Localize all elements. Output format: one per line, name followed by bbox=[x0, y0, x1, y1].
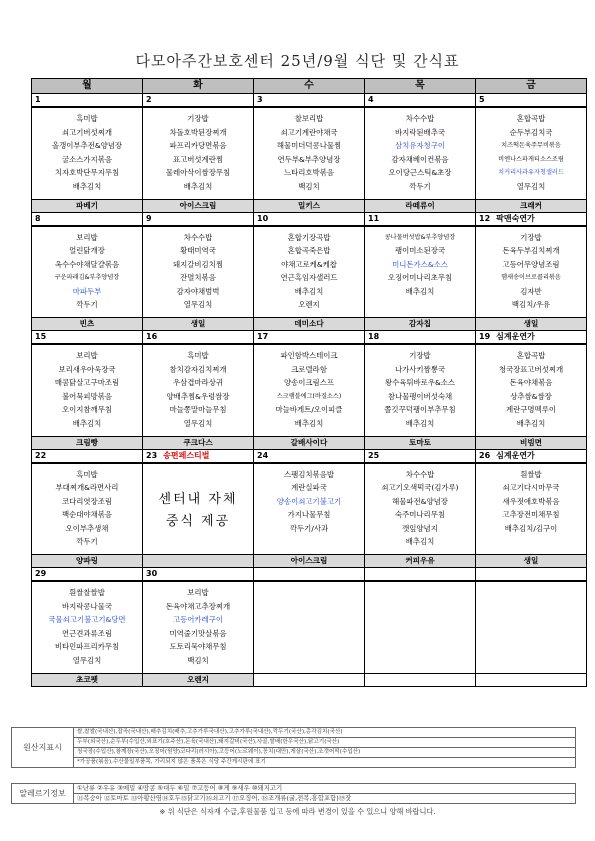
snack-row bbox=[32, 555, 587, 568]
menu-item: 옥수수야채달걀볶음 bbox=[54, 259, 120, 269]
menu-item: 순두부김치국 bbox=[509, 127, 553, 137]
snack-cell: 생일 bbox=[476, 555, 587, 568]
menu-item: 기장밥 bbox=[520, 232, 542, 242]
day-number-cell bbox=[32, 568, 143, 582]
date-row bbox=[32, 212, 587, 226]
menu-item: 오이당근스틱&초장 bbox=[388, 168, 452, 178]
day-number-cell bbox=[32, 449, 143, 463]
menu-item: 오이지참깨무침 bbox=[62, 405, 112, 415]
date-row bbox=[32, 568, 587, 582]
day-event-label: 심계운연가 bbox=[496, 332, 535, 341]
menu-item: 차수수밥 bbox=[183, 232, 213, 242]
snack-cell bbox=[365, 673, 476, 686]
menu-item: 배추김치 bbox=[405, 418, 435, 428]
menu-item: 혼합곡죽은밥 bbox=[287, 246, 331, 256]
menu-item: 돼지갈비김치찜 bbox=[173, 259, 223, 269]
menu-item: 오렌지 bbox=[298, 300, 320, 310]
menu-item: 보리밥 bbox=[76, 351, 98, 360]
menu-item: 비타민파프리카무침 bbox=[54, 642, 120, 652]
day-number-cell bbox=[476, 94, 587, 108]
day-number: 17 bbox=[257, 332, 269, 341]
menu-item: 상추쌈&쌈장 bbox=[510, 391, 552, 401]
menu-items-cell bbox=[254, 463, 365, 555]
menu-item: 열무김치 bbox=[72, 655, 102, 665]
origin-line: 청국장(수입산),참깨장(국산),오징어(원양)코다리(러시아),고등어(노르웨이),꽁치(대만),게살(국산),조갯어떡(수입산) bbox=[74, 748, 576, 758]
menu-item: 백김치/우유 bbox=[511, 300, 551, 310]
menu-row bbox=[32, 344, 587, 436]
menu-items-cell bbox=[254, 344, 365, 436]
snack-cell: 갈배사이다 bbox=[254, 436, 365, 449]
day-event-label: 심계운연가 bbox=[496, 450, 535, 460]
snack-cell: 파베기 bbox=[32, 199, 143, 212]
menu-item: 혼합곡밥 bbox=[516, 114, 546, 123]
snack-cell: 쿠크다스 bbox=[143, 436, 254, 449]
menu-item: 마늘쫑말마늘무침 bbox=[169, 405, 227, 415]
menu-item: 열무김치 bbox=[516, 181, 546, 191]
date-row bbox=[32, 94, 587, 108]
day-number-cell bbox=[143, 568, 254, 582]
menu-item: 흰쌀밥 bbox=[520, 469, 542, 479]
menu-item: 흑미밥 bbox=[187, 351, 209, 360]
day-number-cell bbox=[476, 331, 587, 345]
snack-cell: 크림빵 bbox=[32, 436, 143, 449]
day-number-cell bbox=[254, 568, 365, 582]
day-number: 5 bbox=[479, 95, 485, 104]
day-number-cell bbox=[365, 94, 476, 108]
snack-cell: 라떼류이 bbox=[365, 199, 476, 212]
menu-items-cell bbox=[476, 581, 587, 673]
menu-item: 보리밥 bbox=[187, 588, 209, 597]
menu-item: 차수수밥 bbox=[405, 114, 435, 123]
day-number-cell bbox=[476, 449, 587, 463]
menu-item: 야채고로케&케찹 bbox=[281, 259, 337, 269]
day-number-cell bbox=[254, 94, 365, 108]
menu-item: 코다리엿장조림 bbox=[62, 496, 112, 506]
menu-row bbox=[32, 226, 587, 318]
menu-item: 바지락콩나물국 bbox=[62, 601, 112, 611]
menu-item: 치커리사과유자청샐러드 bbox=[498, 169, 564, 177]
snack-cell: 밀키스 bbox=[254, 199, 365, 212]
day-number-cell bbox=[143, 449, 254, 463]
menu-items-cell bbox=[32, 344, 143, 436]
day-number-cell bbox=[32, 212, 143, 226]
menu-items-cell bbox=[365, 226, 476, 318]
menu-item: 배추김치 bbox=[72, 181, 102, 191]
footer-note: ※ 위 식단은 식자재 수급,후원물품 입고 등에 따라 변경이 있을 수 있으니 양해 바랍니다. bbox=[159, 807, 436, 816]
menu-item: 연두부&부추양념장 bbox=[277, 154, 341, 164]
menu-item: 파프리카당면볶음 bbox=[169, 141, 227, 151]
weekday-header: 월 bbox=[32, 79, 143, 94]
weekday-header: 화 bbox=[143, 79, 254, 94]
menu-item: 마파두부 bbox=[72, 286, 102, 296]
weekday-header: 목 bbox=[365, 79, 476, 94]
menu-item: 백김치 bbox=[298, 181, 320, 191]
snack-row bbox=[32, 673, 587, 686]
menu-item: 왕수육튀바로우&소스 bbox=[384, 378, 456, 388]
menu-item: 얼린닭개장 bbox=[69, 246, 105, 256]
menu-item: 크로델라함 bbox=[291, 364, 327, 374]
day-number: 16 bbox=[146, 332, 158, 341]
menu-item: 느타리호박볶음 bbox=[284, 168, 334, 178]
day-number: 11 bbox=[368, 213, 380, 223]
menu-item: 오징어미나리초무침 bbox=[387, 273, 453, 283]
snack-cell: 생일 bbox=[476, 318, 587, 331]
menu-item: 배추김치 bbox=[72, 418, 102, 428]
menu-item: 올갱이부추전&양념장 bbox=[51, 141, 123, 151]
menu-item: 햄새송이브로콜리볶음 bbox=[501, 274, 561, 282]
menu-item: 고등어무양념조림 bbox=[502, 259, 560, 269]
snack-cell: 비빔면 bbox=[476, 436, 587, 449]
menu-item: 청국장표고버섯찌개 bbox=[498, 364, 564, 374]
menu-item: 국물쇠고기불고기&당면 bbox=[48, 615, 126, 625]
menu-item: 백김치 bbox=[187, 655, 209, 665]
day-number: 10 bbox=[257, 213, 269, 223]
day-number-cell bbox=[143, 331, 254, 345]
menu-item: 삼치유자청구이 bbox=[395, 141, 445, 151]
day-number-cell bbox=[254, 212, 365, 226]
menu-item: 해물파전&양념장 bbox=[392, 496, 448, 506]
menu-items-cell bbox=[476, 344, 587, 436]
day-number-cell bbox=[32, 94, 143, 108]
snack-cell bbox=[143, 555, 254, 568]
origin-label: 원산지표시 bbox=[12, 728, 74, 768]
menu-item: 고추장전미채무침 bbox=[502, 510, 560, 520]
snack-cell: 토마토 bbox=[365, 436, 476, 449]
menu-item: 고등어카레구이 bbox=[173, 615, 223, 625]
menu-items-cell bbox=[365, 344, 476, 436]
menu-item: 미니돈가스&소스 bbox=[392, 259, 448, 269]
menu-item: 깍두기 bbox=[409, 181, 431, 191]
menu-item: 찰보리밥 bbox=[294, 114, 324, 123]
menu-items-cell bbox=[476, 226, 587, 318]
menu-items-cell bbox=[32, 226, 143, 318]
menu-item: 깍두기/사과 bbox=[289, 523, 329, 533]
menu-item: 감자야채범벅 bbox=[176, 286, 220, 296]
snack-row bbox=[32, 199, 587, 212]
day-number-cell bbox=[476, 212, 587, 226]
day-number: 19 bbox=[479, 332, 491, 341]
menu-item: 흑미밥 bbox=[76, 469, 98, 479]
day-number: 29 bbox=[35, 569, 47, 578]
menu-item: 돈육두부김치찌개 bbox=[502, 246, 560, 256]
snack-cell: 생일 bbox=[143, 318, 254, 331]
day-number: 23 bbox=[146, 450, 158, 460]
menu-item: 쫄깃꾸덕팽이부추무침 bbox=[384, 405, 456, 415]
day-number-cell bbox=[32, 331, 143, 345]
weekday-header-row bbox=[32, 79, 587, 94]
menu-item: 치자호박단무지무침 bbox=[54, 168, 120, 178]
menu-item: 배추김치 bbox=[183, 181, 213, 191]
menu-item: 불어묵피망볶음 bbox=[62, 391, 112, 401]
menu-item: 연근견과류조림 bbox=[62, 628, 112, 638]
menu-item: 파인함박스테이크 bbox=[280, 351, 338, 360]
menu-item: 스크램블에그(바질소스) bbox=[276, 392, 342, 400]
menu-item: 혼합곡밥 bbox=[516, 351, 546, 360]
menu-item: 배추김치 bbox=[516, 418, 546, 428]
notice-cell bbox=[143, 463, 254, 555]
menu-item: 콩나물버섯밥&부추양념장 bbox=[384, 233, 456, 241]
snack-row bbox=[32, 318, 587, 331]
day-number-cell bbox=[143, 94, 254, 108]
menu-item: 차돌호박된장찌개 bbox=[169, 127, 227, 137]
snack-cell: 커피우유 bbox=[365, 555, 476, 568]
snack-cell: 감자칩 bbox=[365, 318, 476, 331]
menu-item: 가지나물무침 bbox=[287, 510, 331, 520]
menu-item: 흑미밥 bbox=[76, 114, 98, 123]
snack-cell: 아이스크림 bbox=[254, 555, 365, 568]
menu-item: 매콤닭살고구마조림 bbox=[54, 378, 120, 388]
menu-item: 백순대야채볶음 bbox=[62, 510, 112, 520]
menu-items-cell bbox=[365, 107, 476, 199]
menu-item: 깻잎양념지 bbox=[402, 523, 438, 533]
menu-item: 잔멸치볶음 bbox=[180, 273, 216, 283]
day-number: 25 bbox=[368, 450, 380, 460]
menu-item: 양송이쇠고기불고기 bbox=[276, 496, 342, 506]
day-number: 3 bbox=[257, 95, 263, 104]
menu-item: 깍두기 bbox=[76, 537, 98, 547]
day-number-cell bbox=[365, 449, 476, 463]
menu-item: 감자채베이컨볶음 bbox=[391, 154, 449, 164]
page-title: 다모아주간보호센터 25년/9월 식단 및 간식표 bbox=[135, 52, 460, 70]
allergy-line: ⑪복숭아 ⑫토마토 ⑬아황산염⑭호두⑮닭고기⑯쇠고기 ⑰오징어, ⑱조개류(굴,전복,홍합포함)⑲잣 bbox=[74, 794, 576, 804]
allergy-label: 알레르기정보 bbox=[12, 784, 74, 804]
menu-item: 양송이크림스프 bbox=[284, 378, 334, 388]
menu-item: 배추김치 bbox=[405, 537, 435, 547]
menu-items-cell bbox=[143, 344, 254, 436]
menu-items-cell bbox=[32, 107, 143, 199]
menu-item: 차수수밥 bbox=[405, 469, 435, 479]
allergy-line: ①난류 ②우유 ③메밀 ④땅콩 ⑤대두 ⑥밀 ⑦고등어 ⑧게 ⑨새우 ⑩돼지고기 bbox=[74, 784, 576, 794]
day-number: 24 bbox=[257, 450, 269, 460]
day-number-cell bbox=[254, 449, 365, 463]
menu-item: 열무김치 bbox=[183, 418, 213, 428]
menu-item: 나가사키짬뽕국 bbox=[395, 364, 445, 374]
menu-item: 황태미역국 bbox=[180, 246, 216, 256]
day-number: 15 bbox=[35, 332, 47, 341]
menu-row bbox=[32, 463, 587, 555]
menu-row bbox=[32, 581, 587, 673]
menu-item: 우삼겹마라상귀 bbox=[173, 378, 223, 388]
day-number-cell bbox=[476, 568, 587, 582]
day-number: 2 bbox=[146, 95, 152, 104]
menu-item: 새우젓애호박볶음 bbox=[502, 496, 560, 506]
menu-items-cell bbox=[254, 107, 365, 199]
menu-item: 쇠고기다시마무국 bbox=[502, 483, 560, 493]
menu-item: 물레아삭이쌈장무침 bbox=[165, 168, 231, 178]
menu-items-cell bbox=[143, 107, 254, 199]
menu-item: 도토리묵야채무침 bbox=[169, 642, 227, 652]
snack-cell: 빈츠 bbox=[32, 318, 143, 331]
menu-item: 비엔나스파게티소스조림 bbox=[498, 155, 564, 163]
menu-item: 오이부추생채 bbox=[65, 523, 109, 533]
day-number: 12 bbox=[479, 213, 491, 223]
menu-item: 기장밥 bbox=[409, 351, 431, 360]
day-number: 18 bbox=[368, 332, 380, 341]
day-number-cell bbox=[365, 568, 476, 582]
menu-item: 미역줄기맛살볶음 bbox=[169, 628, 227, 638]
notice-text: 센터내 자체 bbox=[158, 491, 238, 507]
day-event-label: 송편페스티벌 bbox=[163, 450, 210, 460]
menu-item: 열무김치 bbox=[183, 300, 213, 310]
menu-item: 계란실파국 bbox=[291, 483, 327, 493]
menu-item: 연근흑임자샐러드 bbox=[280, 273, 338, 283]
snack-cell: 초코펫 bbox=[32, 673, 143, 686]
menu-item: 굴소스가지볶음 bbox=[62, 154, 112, 164]
menu-items-cell bbox=[143, 226, 254, 318]
menu-items-cell bbox=[32, 581, 143, 673]
menu-items-cell bbox=[476, 107, 587, 199]
menu-items-cell bbox=[365, 463, 476, 555]
menu-item: 쇠고기버섯찌개 bbox=[62, 127, 112, 137]
day-number: 30 bbox=[146, 569, 158, 578]
weekday-header: 수 bbox=[254, 79, 365, 94]
origin-line: 두부(외국산),순두부(수입산,외표기(호주산),돈육(국내산),돼지갈비(국산),사골,쌀배(한우국산),닭고기(국산) bbox=[74, 738, 576, 748]
day-number-cell bbox=[143, 212, 254, 226]
day-number: 26 bbox=[479, 450, 491, 460]
day-number: 8 bbox=[35, 213, 41, 223]
menu-item: 해물미더덕콩나물찜 bbox=[276, 141, 342, 151]
menu-item: 스팸김치볶음밥 bbox=[284, 469, 334, 479]
allergy-table bbox=[11, 783, 576, 804]
menu-item: 김자반 bbox=[520, 286, 542, 296]
menu-item: 계란구명멕루이 bbox=[506, 405, 556, 415]
menu-item: 쇠고기오색떡국(김가루) bbox=[381, 483, 459, 493]
day-number-cell bbox=[254, 331, 365, 345]
menu-item: 혼합기장곡밥 bbox=[287, 232, 331, 242]
menu-item: 보리새우아욱장국 bbox=[58, 364, 116, 374]
snack-cell: 아이스크림 bbox=[143, 199, 254, 212]
menu-items-cell bbox=[32, 463, 143, 555]
origin-line: *가공품(볶음),수산물일부품목, 가리되지 않은 품목은 식당 주간게시판에 표기 bbox=[74, 758, 576, 768]
day-number-cell bbox=[365, 212, 476, 226]
menu-items-cell bbox=[143, 581, 254, 673]
notice-text: 중식 제공 bbox=[165, 513, 231, 529]
menu-items-cell bbox=[476, 463, 587, 555]
weekday-header: 금 bbox=[476, 79, 587, 94]
snack-cell bbox=[476, 673, 587, 686]
menu-items-cell bbox=[254, 226, 365, 318]
snack-cell bbox=[254, 673, 365, 686]
menu-item: 부대찌개&라면사리 bbox=[55, 483, 119, 493]
menu-item: 바지락된배추국 bbox=[395, 127, 445, 137]
snack-cell: 오렌지 bbox=[143, 673, 254, 686]
menu-item: 쇠고기계란야채국 bbox=[280, 127, 338, 137]
menu-item: 보리밥 bbox=[76, 232, 98, 242]
snack-row bbox=[32, 436, 587, 449]
menu-items-cell bbox=[365, 581, 476, 673]
snack-cell: 크래커 bbox=[476, 199, 587, 212]
menu-item: 팽이미소된장국 bbox=[395, 246, 445, 256]
menu-item: 배추김치/김구이 bbox=[504, 523, 558, 533]
day-number: 22 bbox=[35, 450, 47, 460]
day-number: 9 bbox=[146, 213, 152, 223]
menu-item: 흰쌀찰쌀밥 bbox=[69, 588, 105, 597]
menu-item: 기장밥 bbox=[187, 114, 209, 123]
weekly-menu-table bbox=[31, 78, 587, 687]
day-event-label: 팍맨숙연가 bbox=[496, 213, 535, 223]
menu-item: 참나물팽이버섯숙채 bbox=[387, 391, 453, 401]
menu-item: 표고버섯계란찜 bbox=[173, 154, 223, 164]
menu-item: 돈육야채볶음 bbox=[509, 378, 553, 388]
menu-item: 양배추찜&우렁쌈장 bbox=[166, 391, 230, 401]
date-row bbox=[32, 331, 587, 345]
menu-item: 숙주미나리무침 bbox=[395, 510, 445, 520]
origin-table bbox=[11, 727, 576, 768]
origin-line: 쌀,찹쌀(국내산),잡곡(국내산),배추김치(배추,고추가루국내산),고추가루(국내산),깍두기(국산),총각김치(국산) bbox=[74, 728, 576, 738]
snack-cell: 데미소다 bbox=[254, 318, 365, 331]
menu-item: 구운파래김&부추양념장 bbox=[54, 274, 120, 282]
menu-items-cell bbox=[254, 581, 365, 673]
menu-item: 치즈떡돈육주무비볶음 bbox=[501, 142, 561, 150]
day-number: 1 bbox=[35, 95, 41, 104]
day-number-cell bbox=[365, 331, 476, 345]
menu-item: 돈육야채고추장찌개 bbox=[165, 601, 231, 611]
date-row bbox=[32, 449, 587, 463]
menu-item: 깍두기 bbox=[76, 300, 98, 310]
day-number: 4 bbox=[368, 95, 374, 104]
menu-item: 배추김치 bbox=[405, 286, 435, 296]
menu-item: 배추김치 bbox=[294, 286, 324, 296]
menu-item: 배추김치 bbox=[294, 418, 324, 428]
menu-item: 마늘바게트/오이피클 bbox=[275, 405, 343, 415]
menu-row bbox=[32, 107, 587, 199]
snack-cell: 양파링 bbox=[32, 555, 143, 568]
menu-item: 참치감자김치찌개 bbox=[169, 364, 227, 374]
